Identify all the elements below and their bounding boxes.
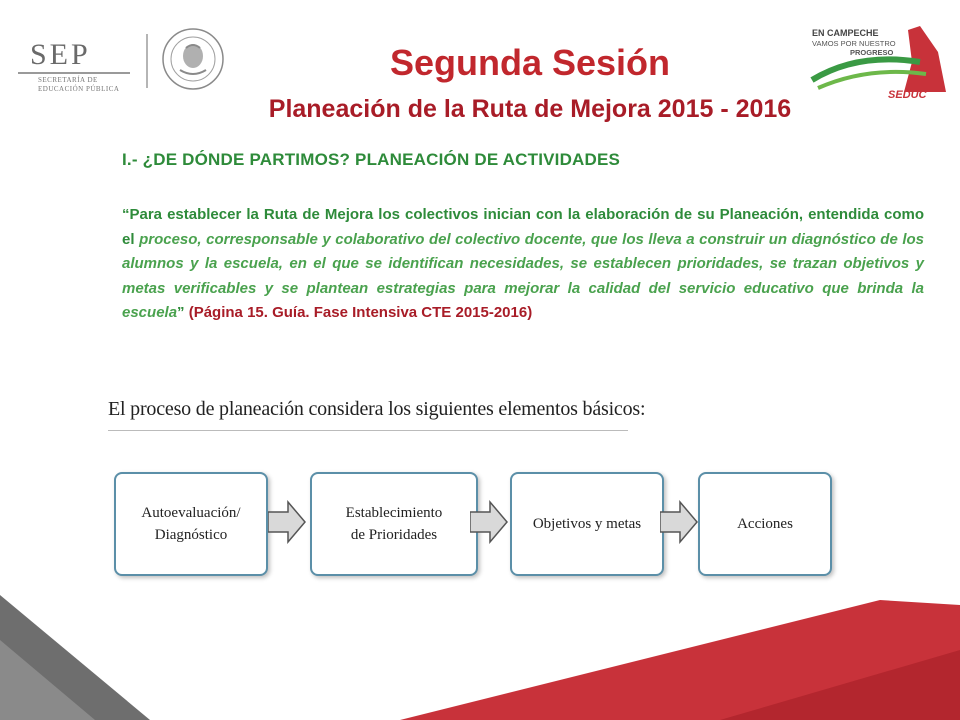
sep-subtitle-line2: EDUCACIÓN PÚBLICA [38, 85, 120, 93]
campeche-seduc-logo [808, 22, 948, 100]
campeche-line3: PROGRESO [850, 48, 894, 57]
quote-text-close: ” [177, 304, 189, 321]
sep-subtitle-line1: SECRETARÍA DE [38, 76, 98, 84]
step-3-line1: Objetivos y metas [532, 516, 642, 532]
step-2-line2: de Prioridades [350, 527, 438, 543]
national-seal-icon [160, 26, 226, 92]
section-heading: I.- ¿DE DÓNDE PARTIMOS? PLANEACIÓN DE ACTIVIDADES [122, 150, 621, 169]
diagram-step-objetivos [510, 472, 664, 576]
quote-paragraph [122, 203, 924, 326]
campeche-line1: EN CAMPECHE [812, 28, 879, 38]
quote-citation: (Página 15. Guía. Fase Intensiva CTE 2015-2016) [188, 304, 533, 321]
diagram-step-acciones [698, 472, 832, 576]
page-title: Segunda Sesión [389, 42, 671, 83]
step-4-line1: Acciones [737, 516, 793, 532]
diagram-caption: El proceso de planeación considera los siguientes elementos básicos: [108, 398, 646, 420]
diagram-caption-divider [108, 430, 628, 431]
diagram-step-prioridades [310, 472, 478, 576]
quote-text-definition: proceso, corresponsable y colaborativo del colectivo docente, que los lleva a construir un diagnóstico de los alumnos y la escuela, en el que se identifican necesidades, se establecen prioridades, se trazan objetivos y metas verificables y se plantean estrategias para mejorar la calidad del servicio educativo que brinda la escuela [122, 230, 924, 321]
page-subtitle: Planeación de la Ruta de Mejora 2015 - 2016 [268, 95, 792, 123]
arrow-right-icon [660, 500, 698, 544]
diagram-step-diagnostico [114, 472, 268, 576]
logo-divider [146, 34, 148, 88]
step-1-line1: Autoevaluación/ [141, 505, 241, 521]
sep-logo-text: SEP [30, 38, 91, 71]
step-1-line2: Diagnóstico [154, 527, 228, 543]
campeche-line2: VAMOS POR NUESTRO [812, 39, 896, 48]
quote-text-intro: “Para establecer la Ruta de Mejora los colectivos inician con la elaboración de su Planeación, entendida como el [122, 206, 924, 248]
arrow-right-icon [268, 500, 306, 544]
sep-logo-subtitle [38, 76, 119, 94]
process-diagram [104, 460, 834, 585]
seduc-text: SEDUC [888, 89, 927, 100]
arrow-right-icon [470, 500, 508, 544]
sep-logo-underline [18, 72, 130, 74]
step-2-line1: Establecimiento [345, 505, 443, 521]
